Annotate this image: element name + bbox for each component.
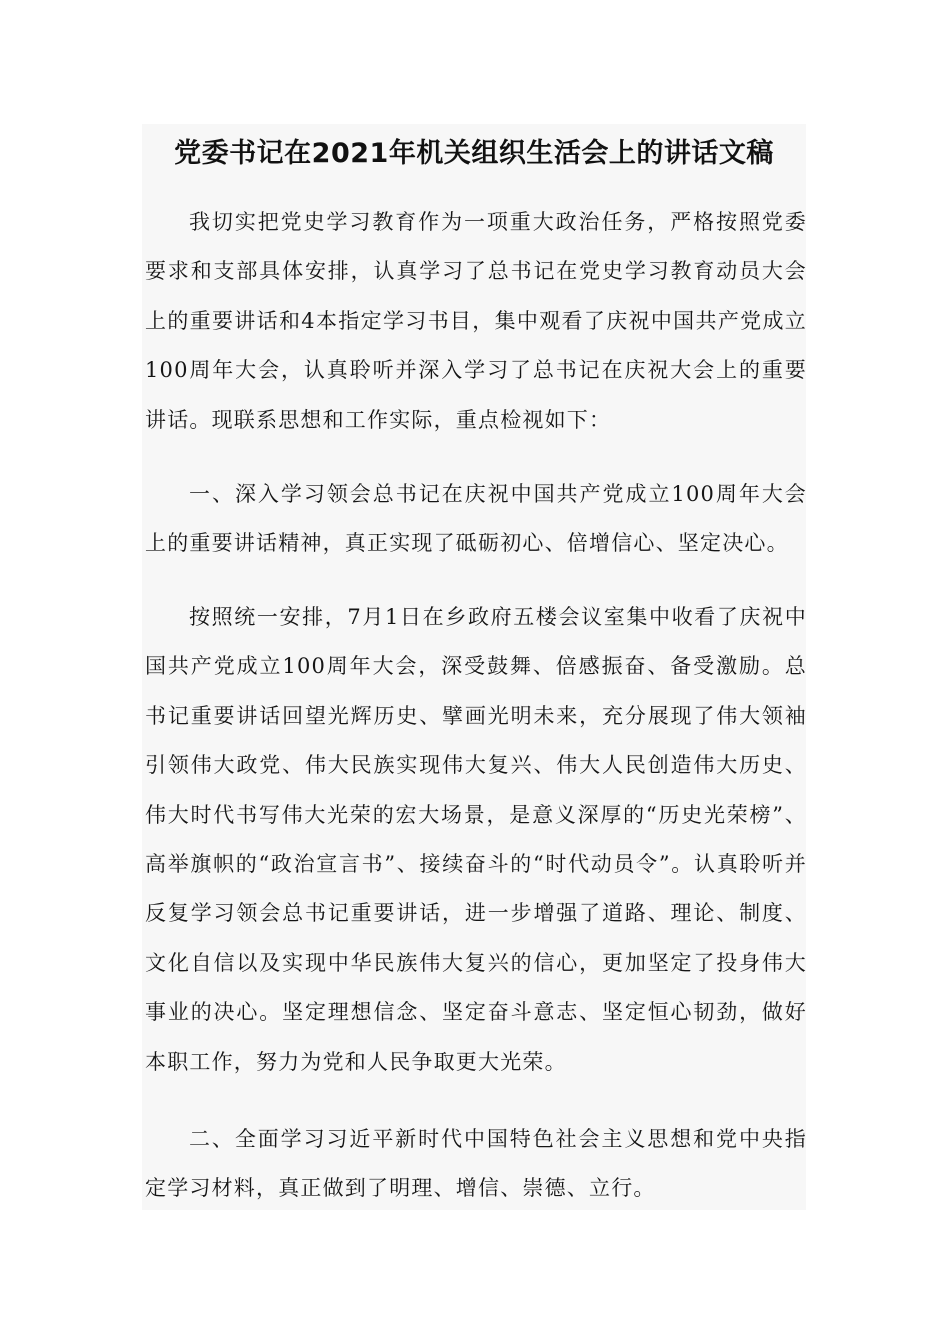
document-title: 党委书记在2021年机关组织生活会上的讲话文稿 [174,138,774,169]
section-heading-one: 一、深入学习领会总书记在庆祝中国共产党成立100周年大会上的重要讲话精神，真正实现了砥砺初心、倍增信心、坚定决心。 [145,482,807,556]
paragraph-intro: 我切实把党史学习教育作为一项重大政治任务，严格按照党委要求和支部具体安排，认真学习了总书记在党史学习教育动员大会上的重要讲话和4本指定学习书目，集中观看了庆祝中国共产党成立100周年大会，认真聆听并深入学习了总书记在庆祝大会上的重要讲话。现联系思想和工作实际，重点检视如下： [145,210,807,432]
section-heading-two: 二、全面学习习近平新时代中国特色社会主义思想和党中央指定学习材料，真正做到了明理、增信、崇德、立行。 [145,1127,807,1201]
paragraph-section-one-body: 按照统一安排，7月1日在乡政府五楼会议室集中收看了庆祝中国共产党成立100周年大会，深受鼓舞、倍感振奋、备受激励。总书记重要讲话回望光辉历史、擘画光明未来，充分展现了伟大领袖引领伟大政党、伟大民族实现伟大复兴、伟大人民创造伟大历史、伟大时代书写伟大光荣的宏大场景，是意义深厚的“历史光荣榜”、高举旗帜的“政治宣言书”、接续奋斗的“时代动员令”。认真聆听并反复学习领会总书记重要讲话，进一步增强了道路、理论、制度、文化自信以及实现中华民族伟大复兴的信心，更加坚定了投身伟大事业的决心。坚定理想信念、坚定奋斗意志、坚定恒心韧劲，做好本职工作，努力为党和人民争取更大光荣。 [145,605,807,1074]
